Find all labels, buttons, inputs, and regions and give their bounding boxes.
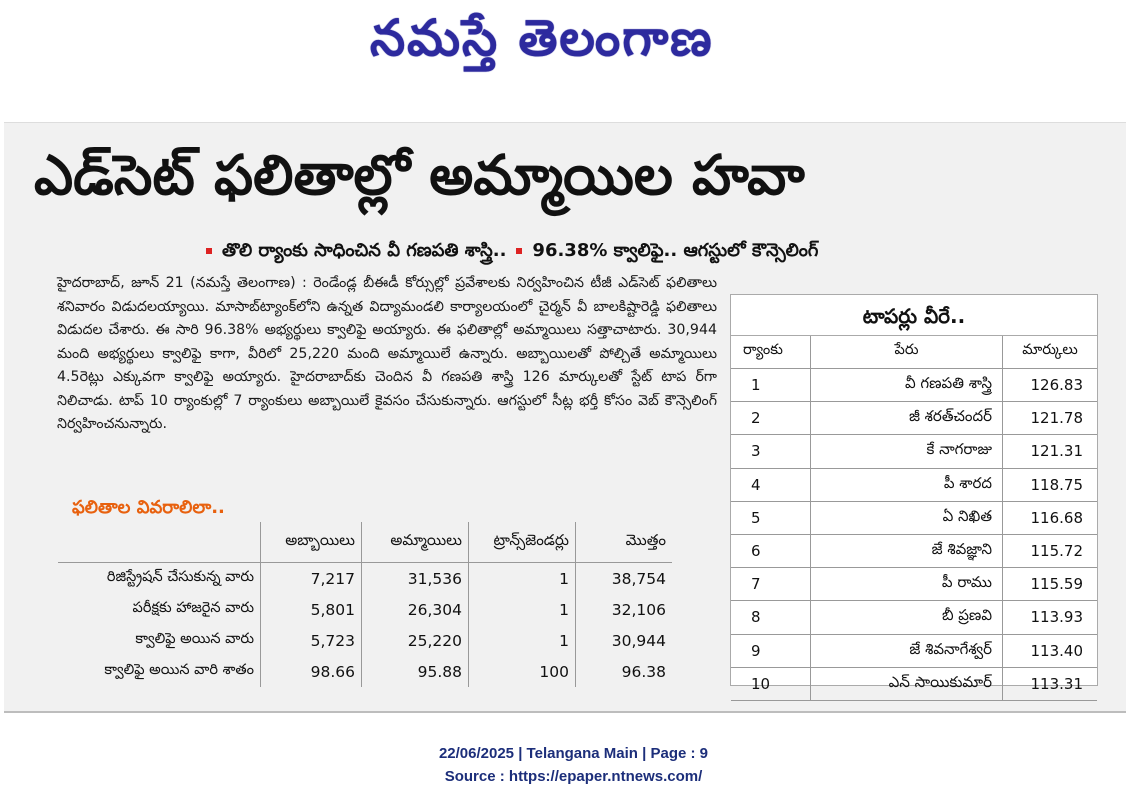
table-row	[58, 656, 672, 687]
name-cell: వీ గణపతి శాస్త్రి	[811, 369, 1003, 402]
header-marks: మార్కులు	[1003, 336, 1098, 369]
header-name: పేరు	[811, 336, 1003, 369]
marks-cell: 118.75	[1003, 468, 1098, 501]
cell-total: 32,106	[576, 594, 673, 625]
rank-cell: 4	[731, 468, 811, 501]
results-header-cell: ట్రాన్స్‌జెండర్లు	[469, 522, 576, 563]
cell-girls: 31,536	[362, 563, 469, 595]
results-header-cell: మొత్తం	[576, 522, 673, 563]
newspaper-logo: నమస్తే తెలంగాణ	[370, 8, 714, 67]
marks-cell: 113.40	[1003, 634, 1098, 667]
name-cell: ఎన్ సాయికుమార్	[811, 667, 1003, 700]
marks-cell: 126.83	[1003, 369, 1098, 402]
table-row	[731, 468, 1097, 501]
marks-cell: 113.31	[1003, 667, 1098, 700]
rank-cell: 2	[731, 402, 811, 435]
toppers-box	[730, 294, 1098, 693]
bullet-icon	[206, 248, 212, 254]
cell-boys: 5,801	[261, 594, 362, 625]
bullet-icon	[516, 248, 522, 254]
masthead	[0, 0, 1147, 110]
table-row	[731, 634, 1097, 667]
subhead-1: తొలి ర్యాంకు సాధించిన వీ గణపతి శాస్త్రి..	[222, 240, 507, 261]
table-row	[58, 563, 672, 595]
toppers-header-row	[731, 336, 1097, 369]
name-cell: ఏ నిఖిత	[811, 501, 1003, 534]
name-cell: కే నాగరాజు	[811, 435, 1003, 468]
edition-info: 22/06/2025 | Telangana Main | Page : 9	[438, 745, 709, 762]
marks-cell: 116.68	[1003, 501, 1098, 534]
cell-total: 38,754	[576, 563, 673, 595]
cell-girls: 26,304	[362, 594, 469, 625]
cell-boys: 5,723	[261, 625, 362, 656]
cell-boys: 98.66	[261, 656, 362, 687]
results-header-cell: అమ్మాయిలు	[362, 522, 469, 563]
table-row	[731, 402, 1097, 435]
name-cell: జీ శరత్‌చందర్	[811, 402, 1003, 435]
table-row	[731, 667, 1097, 700]
marks-cell: 121.78	[1003, 402, 1098, 435]
subhead-2: 96.38% క్వాలిఫై.. ఆగస్టులో కౌన్సెలింగ్	[532, 240, 819, 261]
row-label: క్వాలిఫై అయిన వారి శాతం	[104, 661, 254, 678]
name-cell: బీ ప్రణవి	[811, 601, 1003, 634]
cell-total: 96.38	[576, 656, 673, 687]
source-link[interactable]: Source : https://epaper.ntnews.com/	[444, 768, 703, 785]
rank-cell: 6	[731, 534, 811, 567]
name-cell: పీ రాము	[811, 568, 1003, 601]
cell-total: 30,944	[576, 625, 673, 656]
results-header-row	[58, 522, 672, 563]
rank-cell: 1	[731, 369, 811, 402]
article-headline: ఎడ్‌సెట్ ఫలితాల్లో అమ్మాయిల హవా	[34, 143, 805, 207]
rank-cell: 10	[731, 667, 811, 700]
cell-girls: 95.88	[362, 656, 469, 687]
table-row	[731, 435, 1097, 468]
table-row	[731, 501, 1097, 534]
rank-cell: 7	[731, 568, 811, 601]
table-row	[731, 601, 1097, 634]
cell-boys: 7,217	[261, 563, 362, 595]
rank-cell: 3	[731, 435, 811, 468]
results-header-cell	[58, 522, 261, 563]
cell-transgender: 1	[469, 625, 576, 656]
toppers-title: టాపర్లు వీరే..	[731, 295, 1097, 336]
table-row	[58, 625, 672, 656]
article-subheadline	[196, 240, 818, 265]
results-table	[58, 522, 672, 687]
cell-transgender: 100	[469, 656, 576, 687]
name-cell: జే శివనాగేశ్వర్	[811, 634, 1003, 667]
table-row	[731, 534, 1097, 567]
marks-cell: 113.93	[1003, 601, 1098, 634]
cell-transgender: 1	[469, 563, 576, 595]
rank-cell: 9	[731, 634, 811, 667]
table-row	[731, 568, 1097, 601]
row-label: క్వాలిఫై అయిన వారు	[135, 630, 254, 647]
toppers-table	[731, 336, 1097, 701]
row-label: రిజిస్ట్రేషన్ చేసుకున్న వారు	[106, 568, 254, 585]
cell-transgender: 1	[469, 594, 576, 625]
article-body: హైదరాబాద్, జూన్ 21 (నమస్తే తెలంగాణ) : రెండేండ్ల బీఈడీ కోర్సుల్లో ప్రవేశాలకు నిర్వహించిన టీజీ ఎడ్‌సెట్ ఫలితాలు శనివారం విడుదలయ్యాయి. మాసాబ్‌ట్యాంక్‌లోని ఉన్నత విద్యామండలి కార్యాలయంలో చైర్మన్ వీ బాలకిష్టారెడ్డి ఫలితాలు విడుదల చేశారు. ఈ సారి 96.38% అభ్యర్థులు క్వాలిఫై అయ్యారు. ఈ ఫలితాల్లో అమ్మాయిలు సత్తాచాటారు. 30,944 మంది అభ్యర్థులు క్వాలిఫై కాగా, వీరిలో 25,220 మంది అమ్మాయిలే ఉన్నారు. అబ్బాయిలతో పోల్చితే అమ్మాయిలు 4.5రెట్లు ఎక్కువగా క్వాలిఫై అయ్యారు. హైదరాబాద్‌కు చెందిన వీ గణపతి శాస్త్రి 126 మార్కులతో స్టేట్ టాప ర్‌గా నిలిచాడు. టాప్ 10 ర్యాంకుల్లో 7 ర్యాంకులు అబ్బాయిలే కైవసం చేసుకున్నారు. ఆగస్టులో సీట్ల భర్తీ కోసం వెబ్ కౌన్సెలింగ్ నిర్వహించనున్నారు.	[57, 275, 717, 432]
results-header-cell: అబ్బాయిలు	[261, 522, 362, 563]
name-cell: జే శివజ్ఞాని	[811, 534, 1003, 567]
row-label: పరీక్షకు హాజరైన వారు	[132, 599, 254, 616]
rank-cell: 5	[731, 501, 811, 534]
rank-cell: 8	[731, 601, 811, 634]
table-row	[58, 594, 672, 625]
table-row	[731, 369, 1097, 402]
marks-cell: 121.31	[1003, 435, 1098, 468]
cell-girls: 25,220	[362, 625, 469, 656]
marks-cell: 115.59	[1003, 568, 1098, 601]
header-rank: ర్యాంకు	[731, 336, 811, 369]
name-cell: పీ శారద	[811, 468, 1003, 501]
results-table-title: ఫలితాల వివరాలిలా..	[72, 497, 225, 518]
marks-cell: 115.72	[1003, 534, 1098, 567]
